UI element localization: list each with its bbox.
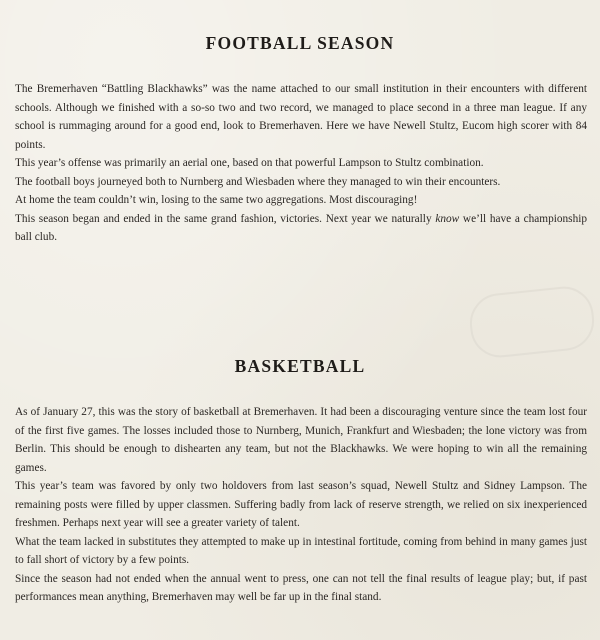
- football-paragraph-3: The football boys journeyed both to Nurnberg and Wiesbaden where they managed to win their encounters.: [15, 175, 501, 188]
- football-section-title: FOOTBALL SEASON: [205, 32, 395, 53]
- football-paragraph-5-end: we’ll have a championship ball club.: [15, 212, 588, 243]
- basketball-paragraph-3: What the team lacked in substitutes they attempted to make up in intestinal fortitude, coming from behind in many games just to fall short of victory by a few points.: [15, 535, 587, 566]
- football-paragraph-2: This year’s offense was primarily an aerial one, based on that powerful Lampson to Stultz combination.: [15, 157, 484, 169]
- basketball-paragraph-4: Since the season had not ended when the annual went to press, one can not tell the final results of league play; but, if past performances mean anything, Bremerhaven may well be far up in the final stand.: [15, 572, 587, 603]
- football-paragraph-5-start: This season began and ended in the same grand fashion, victories. Next year we naturally: [15, 212, 436, 225]
- football-emphasis-know: know: [435, 212, 460, 225]
- basketball-section-title: BASKETBALL: [234, 355, 366, 376]
- basketball-text: [15, 403, 587, 607]
- football-text: [15, 80, 587, 247]
- basketball-paragraph-1: As of January 27, this was the story of basketball at Bremerhaven. It had been a discouraging venture since the team lost four of the first five games. The losses included those to Nurnberg, Munich, Frankfurt and Wiesbaden; the lone victory was from Berlin. This should be enough to dishearten any team, but not the Blackhawks. We were hoping to win all the remaining games.: [15, 406, 587, 474]
- football-paragraph-5: [15, 210, 587, 247]
- football-paragraph-1: The Bremerhaven “Battling Blackhawks” was the name attached to our small institution in their encounters with different schools. Although we finished with a so-so two and two record, we managed to place second in a three man league. If any school is rummaging around for a good end, look to Bremerhaven. Here we have Newell Stultz, Eucom high scorer with 84 points.: [15, 83, 587, 151]
- football-paragraph-4: At home the team couldn’t win, losing to the same two aggregations. Most discouraging!: [15, 194, 418, 206]
- basketball-paragraph-2: This year’s team was favored by only two holdovers from last season’s squad, Newell Stultz and Sidney Lampson. The remaining posts were filled by upper classmen. Suffering badly from lack of reserve strength, we relied on six inexperienced freshmen. Perhaps next year will see a greater variety of talent.: [15, 480, 587, 529]
- show-through-mark: [467, 284, 597, 361]
